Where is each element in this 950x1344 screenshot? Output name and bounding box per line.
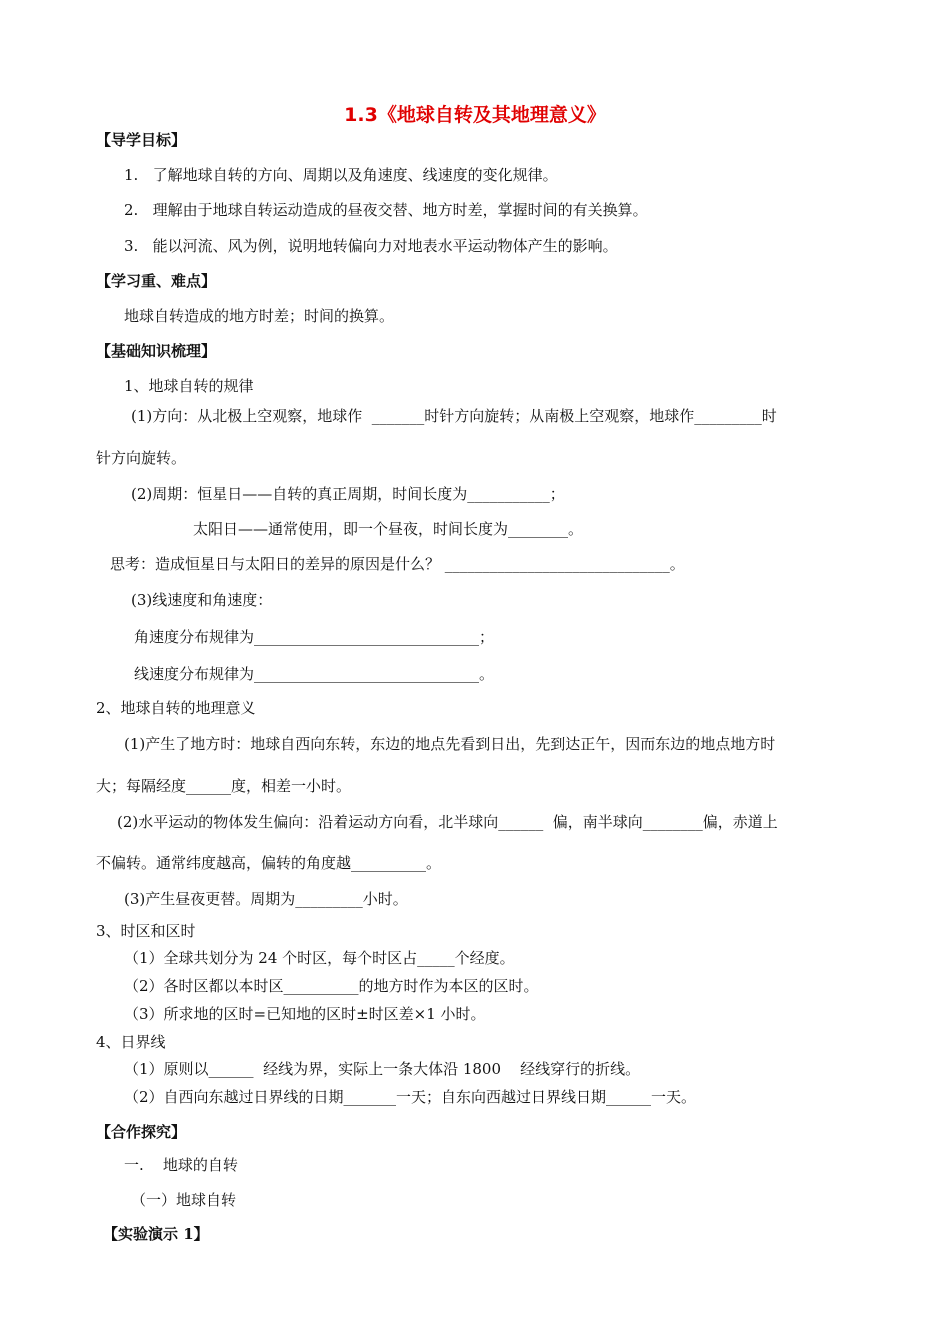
coop-header: 【合作探究】 bbox=[96, 1123, 187, 1141]
direction-line-cont: 针方向旋转。 bbox=[96, 449, 187, 467]
focus-text: 地球自转造成的地方时差；时间的换算。 bbox=[124, 307, 395, 325]
experiment-header: 【实验演示 1】 bbox=[103, 1225, 209, 1243]
section-heading: 1、地球自转的规律 bbox=[124, 377, 254, 395]
focus-header: 【学习重、难点】 bbox=[96, 272, 217, 290]
deflection-line: (2)水平运动的物体发生偏向：沿着运动方向看，北半球向______ 偏，南半球向________偏，赤道上 bbox=[117, 813, 778, 831]
page-title: 1.3《地球自转及其地理意义》 bbox=[344, 104, 606, 126]
deflection-line-cont: 不偏转。通常纬度越高，偏转的角度越__________。 bbox=[96, 854, 442, 872]
coop-subitem: （一）地球自转 bbox=[131, 1191, 237, 1209]
goal-item: 1. 了解地球自转的方向、周期以及角速度、线速度的变化规律。 bbox=[124, 166, 558, 184]
coop-item: 一. 地球的自转 bbox=[124, 1156, 238, 1174]
time-zone-item: （3）所求地的区时=已知地的区时±时区差×1 小时。 bbox=[124, 1005, 486, 1023]
section-heading: 3、时区和区时 bbox=[96, 922, 196, 940]
goals-header: 【导学目标】 bbox=[96, 131, 187, 149]
think-question: 思考：造成恒星日与太阳日的差异的原因是什么？ ______________________________。 bbox=[110, 555, 685, 573]
period-line: (2)周期：恒星日——自转的真正周期，时间长度为___________； bbox=[131, 485, 565, 503]
date-line-item: （1）原则以______ 经线为界，实际上一条大体沿 1800 经线穿行的折线。 bbox=[124, 1060, 641, 1078]
period-line-solar: 太阳日——通常使用，即一个昼夜，时间长度为________。 bbox=[193, 520, 584, 538]
goal-item: 2. 理解由于地球自转运动造成的昼夜交替、地方时差，掌握时间的有关换算。 bbox=[124, 201, 648, 219]
local-time-line: (1)产生了地方时：地球自西向东转，东边的地点先看到日出，先到达正午，因而东边的地点地方时 bbox=[124, 735, 776, 753]
time-zone-item: （1）全球共划分为 24 个时区，每个时区占_____个经度。 bbox=[124, 949, 515, 967]
section-heading: 4、日界线 bbox=[96, 1033, 166, 1051]
basics-header: 【基础知识梳理】 bbox=[96, 342, 217, 360]
local-time-line-cont: 大；每隔经度______度，相差一小时。 bbox=[96, 777, 352, 795]
date-line-item: （2）自西向东越过日界线的日期_______一天；自东向西越过日界线日期______一天。 bbox=[124, 1088, 697, 1106]
goal-item: 3. 能以河流、风为例，说明地转偏向力对地表水平运动物体产生的影响。 bbox=[124, 237, 618, 255]
angular-speed-line: 角速度分布规律为______________________________； bbox=[134, 628, 495, 646]
day-night-line: (3)产生昼夜更替。周期为_________小时。 bbox=[124, 890, 408, 908]
speed-heading: (3)线速度和角速度： bbox=[131, 591, 273, 609]
linear-speed-line: 线速度分布规律为______________________________。 bbox=[134, 665, 495, 683]
time-zone-item: （2）各时区都以本时区__________的地方时作为本区的区时。 bbox=[124, 977, 539, 995]
direction-line: (1)方向：从北极上空观察，地球作 _______时针方向旋转；从南极上空观察，地球作_________时 bbox=[131, 407, 777, 425]
section-heading: 2、地球自转的地理意义 bbox=[96, 699, 256, 717]
